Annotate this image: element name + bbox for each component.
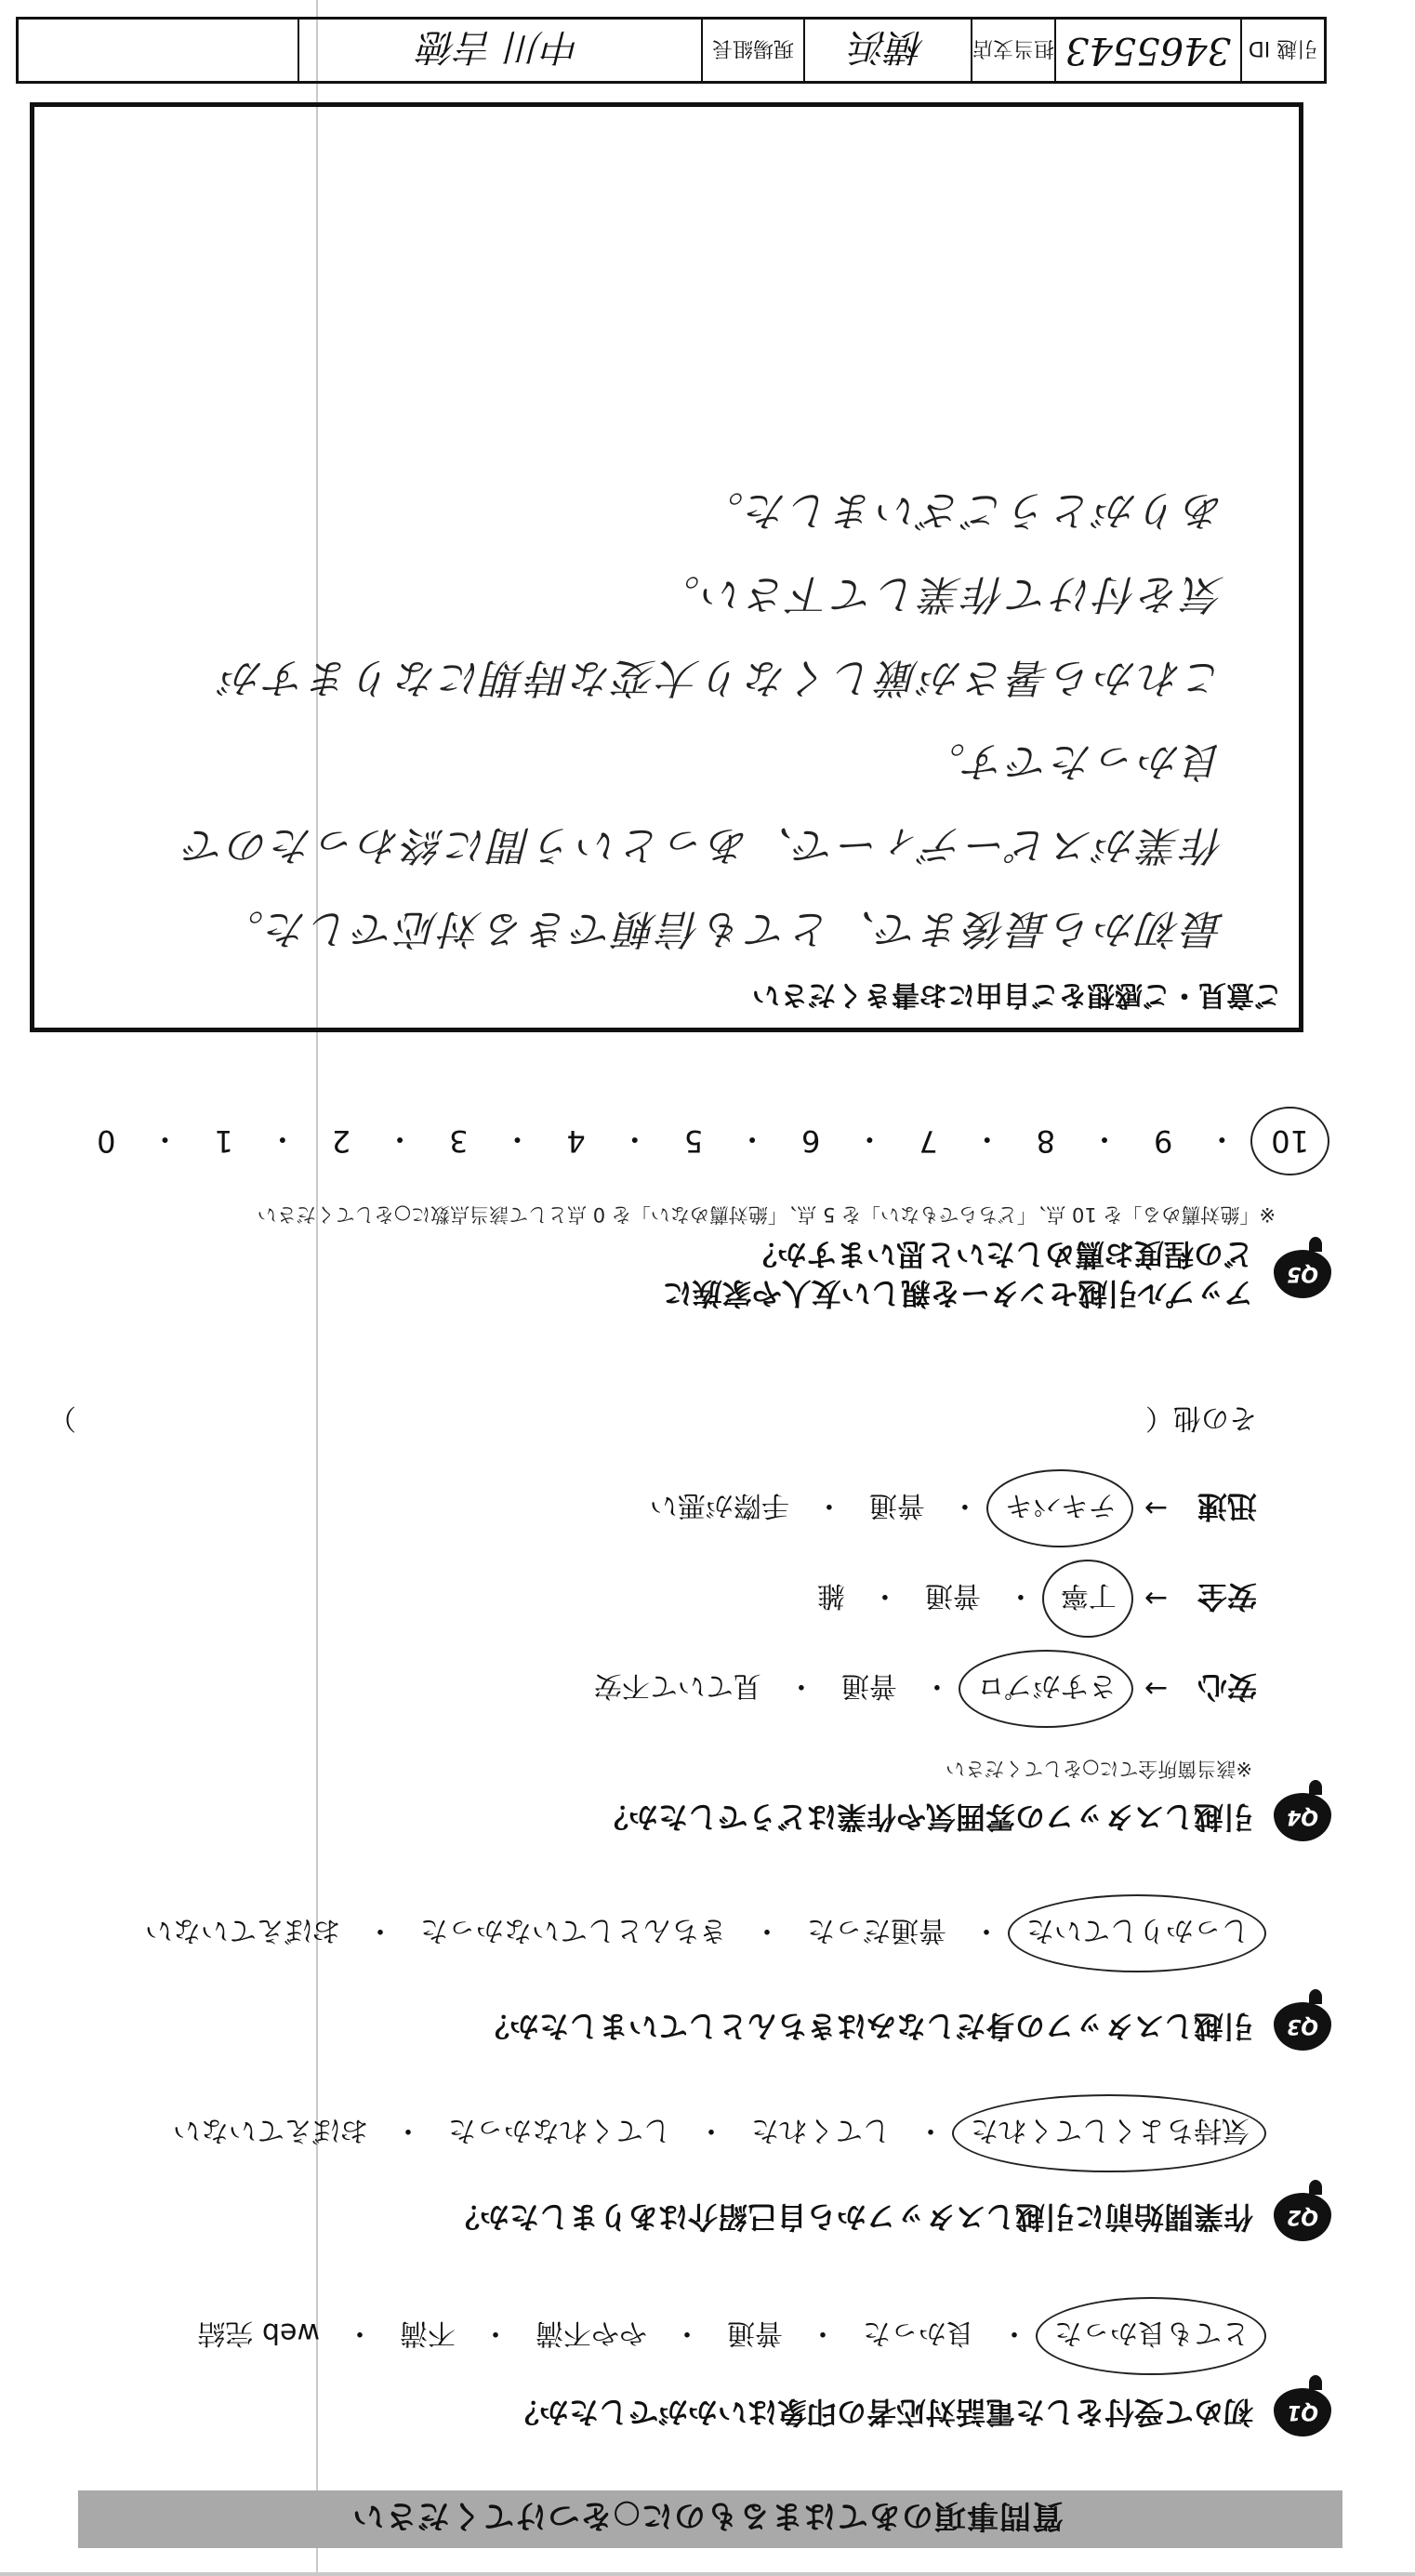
q5-score-4[interactable]: 4 [566, 1123, 586, 1159]
q4-safety-option-rough[interactable]: 雑 [816, 1579, 845, 1612]
arrow-icon: → [1144, 1582, 1168, 1615]
q1-option-dissatisfied[interactable]: 不満 [400, 2317, 456, 2349]
q3-option-normal[interactable]: 普通だった [807, 1914, 946, 1946]
q1-option-somewhat-dissatisfied[interactable]: やや不満 [536, 2317, 647, 2349]
q4-speed-option-normal[interactable]: 普通 [868, 1489, 925, 1521]
id-label: 引越 ID [1240, 20, 1324, 81]
branch-label: 担当支店 [971, 20, 1054, 81]
q5-note: ※「絶対薦める」を 10 点、「どちらでもない」を 5 点、「絶対薦めない」を 0 点として該当点数に○をしてください [257, 1203, 1276, 1226]
q2-option-dont-remember[interactable]: おぼえていない [173, 2114, 368, 2146]
q1-text: 初めて受付をした電話対応者の印象はいかがでしたか？ [509, 2395, 1253, 2430]
arrow-icon: → [1144, 1672, 1168, 1706]
q4-safety-option-normal[interactable]: 普通 [924, 1579, 981, 1612]
q4-relief-option-normal[interactable]: 普通 [840, 1669, 897, 1702]
question-5 [663, 1235, 1331, 1313]
q4-row-speed-label: 迅速 [1197, 1489, 1257, 1524]
q3-option-neat[interactable]: しっかりしていた [1019, 1909, 1257, 1958]
q3-badge: Q3 [1274, 2002, 1331, 2051]
q1-options: とても良かった ・ 良かった ・ 普通 ・ やや不満 ・ 不満 ・ web 完結 [190, 2312, 1257, 2360]
q3-text: 引越しスタッフの身だしなみはきちんとしていましたか？ [479, 2009, 1253, 2044]
q2-badge: Q2 [1274, 2193, 1331, 2241]
question-2 [450, 2193, 1331, 2241]
q3-option-dont-remember[interactable]: おぼえていない [145, 1914, 340, 1946]
q1-option-normal[interactable]: 普通 [727, 2317, 783, 2349]
q4-badge: Q4 [1274, 1793, 1331, 1841]
q4-row-safety: 安全 → 丁寧 ・ 普通 ・ 雑 [810, 1574, 1257, 1623]
comments-box[interactable] [30, 102, 1303, 1032]
q4-relief-option-pro[interactable]: さすがプロ [970, 1665, 1124, 1713]
q5-badge: Q5 [1274, 1250, 1331, 1298]
q4-relief-option-anxious[interactable]: 見ていて不安 [593, 1669, 761, 1702]
q4-row-safety-label: 安全 [1197, 1579, 1257, 1614]
q2-option-gladly[interactable]: 気持ちよくしてくれた [963, 2109, 1257, 2158]
q4-row-relief-label: 安心 [1197, 1669, 1257, 1705]
q5-score-5[interactable]: 5 [683, 1123, 704, 1159]
top-edge [0, 2572, 1415, 2576]
q5-scale: 10 ・ 9 ・ 8 ・ 7 ・ 6 ・ 5 ・ 4 ・ 3 ・ 2 ・ 1 ・ 0 [89, 1120, 1316, 1162]
id-table [16, 17, 1327, 84]
q2-option-no[interactable]: してくれなかった [448, 2114, 671, 2146]
q5-score-10[interactable]: 10 [1263, 1120, 1316, 1162]
q2-option-yes[interactable]: してくれた [751, 2114, 891, 2146]
comment-line: 気を付けて作業して下さい。 [656, 570, 1224, 617]
leader-value: 中川 吉徳 [298, 20, 701, 81]
instructions-header [78, 2490, 1342, 2548]
header-title: 質問事項のあてはまるものに○をつけてください [351, 2497, 1064, 2535]
q5-score-1[interactable]: 1 [214, 1123, 233, 1159]
comment-line: 作業がスピーディーで、あっという間に終わったので [182, 821, 1224, 869]
q4-row-other [48, 1401, 1257, 1441]
q4-other-close: ） [48, 1401, 76, 1434]
branch-value: 横浜 [803, 20, 971, 81]
q5-score-0[interactable]: 0 [97, 1123, 116, 1159]
question-3 [480, 2002, 1331, 2051]
q5-text [663, 1235, 1253, 1313]
q1-option-good[interactable]: 良かった [863, 2317, 974, 2349]
q4-speed-option-brisk[interactable]: テキパキ [998, 1484, 1124, 1533]
q4-row-relief: 安心 → さすがプロ ・ 普通 ・ 見ていて不安 [587, 1665, 1257, 1713]
q5-score-8[interactable]: 8 [1036, 1123, 1056, 1159]
q5-score-2[interactable]: 2 [331, 1123, 351, 1159]
question-1 [509, 2388, 1331, 2437]
q5-text-line2: どの程度お薦めしたいと思いますか？ [747, 1237, 1253, 1272]
q1-badge: Q1 [1274, 2388, 1331, 2437]
q4-safety-option-careful[interactable]: 丁寧 [1053, 1574, 1124, 1623]
q4-text: 引越しスタッフの雰囲気や作業はどうでしたか？ [598, 1799, 1253, 1835]
q1-option-very-good[interactable]: とても良かった [1047, 2312, 1257, 2360]
id-table-blank [19, 20, 298, 81]
q4-row-speed: 迅速 → テキパキ ・ 普通 ・ 手際が悪い [642, 1484, 1257, 1533]
comment-line: 最初から最後まで、とても信頼できる対応でした。 [219, 905, 1224, 952]
q4-other-label: その他（ [1145, 1401, 1257, 1434]
q3-option-not-neat[interactable]: きちんとしていなかった [420, 1914, 727, 1946]
q2-text: 作業開始前に引越しスタッフから自己紹介はありましたか？ [449, 2199, 1253, 2235]
comment-line: ありがとうございました。 [700, 486, 1224, 534]
id-value: 3465543 [1054, 20, 1240, 81]
q3-options: しっかりしていた ・ 普通だった ・ きちんとしていなかった ・ おぼえていない [138, 1909, 1257, 1958]
q5-score-7[interactable]: 7 [919, 1123, 938, 1159]
comment-line: 良かったです。 [921, 737, 1224, 785]
q5-score-6[interactable]: 6 [801, 1123, 821, 1159]
arrow-icon: → [1144, 1492, 1168, 1525]
leader-label: 現場組長 [701, 20, 803, 81]
comment-line: これから暑さが厳しくなり大変な時期になりますが [219, 654, 1224, 701]
question-4 [599, 1793, 1331, 1841]
q4-speed-option-clumsy[interactable]: 手際が悪い [649, 1489, 789, 1521]
q1-option-web[interactable]: web 完結 [197, 2317, 320, 2349]
q5-text-line1: アップル引越センターを親しい友人や家族に [662, 1276, 1253, 1311]
q2-options: 気持ちよくしてくれた ・ してくれた ・ してくれなかった ・ おぼえていない [165, 2109, 1257, 2158]
comments-title: ご意見・ご感想をご自由にお書きください [752, 978, 1282, 1011]
q5-score-3[interactable]: 3 [449, 1123, 469, 1159]
q4-note: ※該当箇所全てに○をしてください [946, 1758, 1252, 1780]
q5-score-9[interactable]: 9 [1153, 1123, 1173, 1159]
